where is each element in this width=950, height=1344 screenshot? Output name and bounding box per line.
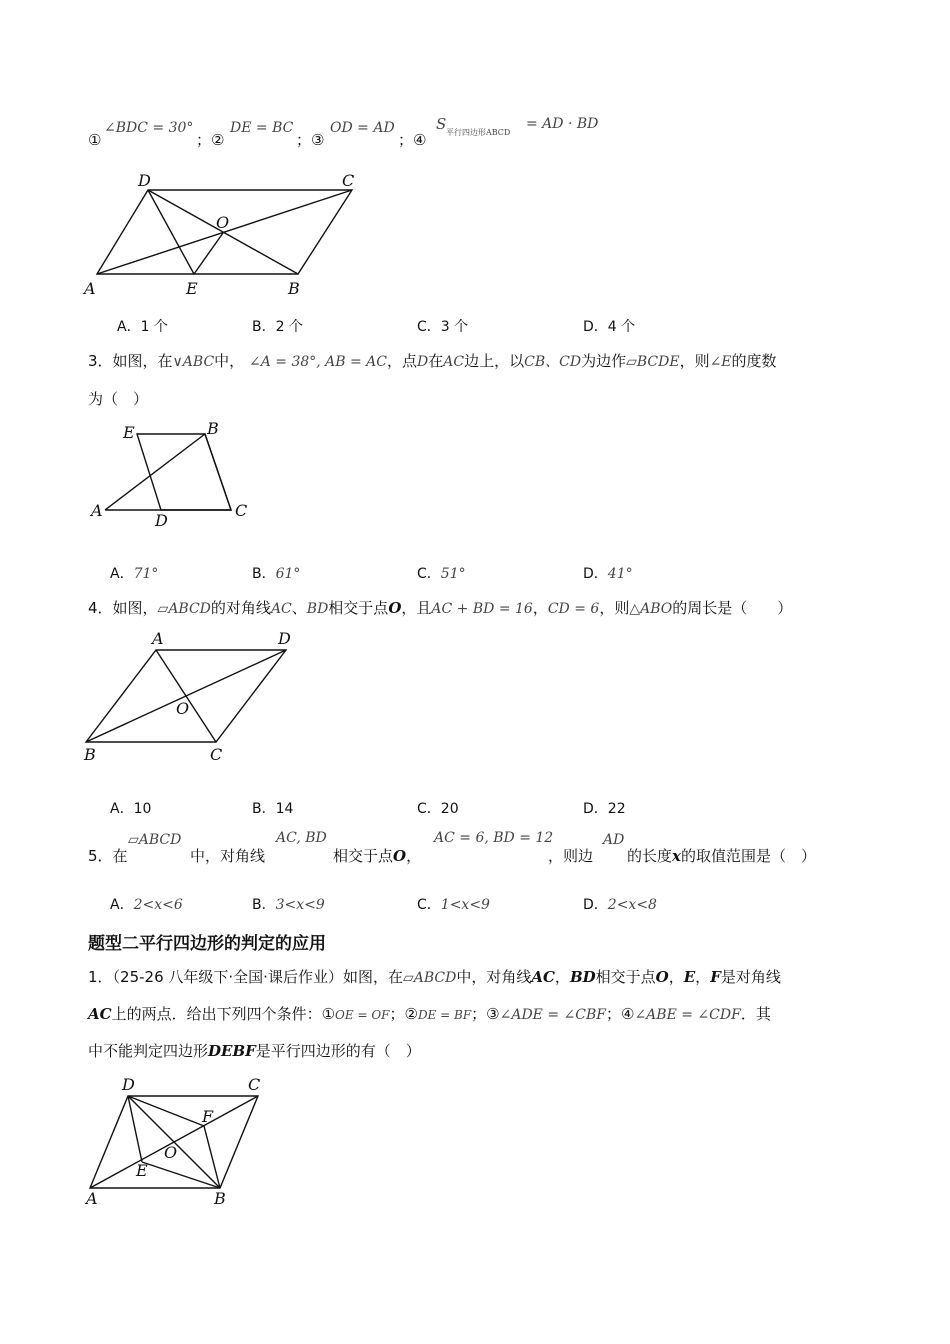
q3-parallelogram-bcde (137, 434, 231, 510)
s2q1-segment-de (128, 1096, 142, 1162)
q4-label-o: O (176, 699, 190, 718)
q2-option-c[interactable]: C．3 个 (417, 319, 469, 335)
q2-option-b[interactable]: B．2 个 (252, 319, 303, 335)
q5-t10: 的长度x的取值范围是（ ） (627, 847, 816, 865)
q4-label-a: A (152, 629, 164, 648)
q3-option-d[interactable]: D．41° (583, 566, 633, 582)
s2q1-segment-bf (204, 1126, 220, 1188)
q5-given: AC = 6, BD = 12 (434, 830, 554, 846)
s2q1-label-a: A (86, 1189, 98, 1208)
q3-label-e: E (123, 423, 135, 442)
q4-option-c[interactable]: C．20 (417, 801, 459, 817)
s2q1-line2: AC上的两点．给出下列四个条件：①OE = OF；②DE = BF；③∠ADE = ∠CBF；④∠ABE = ∠CDF．其 (88, 1005, 771, 1023)
q2-cond3: OD = AD (330, 120, 395, 136)
q3-label-b: B (207, 419, 219, 438)
s2q1-line1: 1．（25-26 八年级下·全国·课后作业）如图，在▱ABCD中，对角线AC，BD相交于点O，E，F是对角线 (88, 968, 781, 986)
q2-label-a: A (84, 279, 96, 298)
q3-option-c[interactable]: C．51° (417, 566, 466, 582)
q2-c1: ① (88, 131, 102, 149)
q4-label-d: D (278, 629, 291, 648)
q2-label-o: O (216, 213, 230, 232)
q2-label-e: E (186, 279, 198, 298)
q5-t4: 相交于点O， (333, 847, 422, 865)
q4-diagonal-bd (86, 650, 286, 742)
q2-conditions (88, 130, 101, 150)
q5-option-d[interactable]: D．2<x<8 (583, 897, 657, 913)
q3-label-c: C (235, 501, 248, 520)
q2-label-c: C (342, 171, 355, 190)
q3-stem-line1: 3．如图，在∨ABC中， ∠A = 38°, AB = AC，点D在AC边上，以CB、CD为边作▱BCDE，则∠E的度数 (88, 352, 777, 370)
q2-label-d: D (138, 171, 151, 190)
s2q1-label-d: D (122, 1075, 135, 1094)
q5-abcd: ▱ABCD (128, 832, 182, 848)
q5-option-b[interactable]: B．3<x<9 (252, 897, 325, 913)
q2-cond1: ∠BDC = 30° (104, 120, 194, 136)
q2-segment-eo (194, 233, 223, 274)
s2q1-label-o: O (164, 1143, 178, 1162)
s2q1-line3: 中不能判定四边形DEBF是平行四边形的有（ ） (88, 1042, 421, 1060)
q3-stem-line2: 为（ ） (88, 390, 149, 408)
q5-option-c[interactable]: C．1<x<9 (417, 897, 490, 913)
q5-t2: 中，对角线 (190, 847, 266, 865)
q5-t8: ，则边 (548, 847, 594, 865)
q2-cond2: DE = BC (230, 120, 294, 136)
q4-label-c: C (210, 745, 223, 764)
q4-option-a[interactable]: A．10 (110, 801, 152, 817)
q2-label-b: B (288, 279, 300, 298)
q5-option-a[interactable]: A．2<x<6 (110, 897, 183, 913)
q2-cond4-sub: 平行四边形ABCD (446, 128, 511, 137)
s2q1-figure (82, 1072, 272, 1212)
s2q1-segment-eb (142, 1162, 220, 1188)
q3-option-a[interactable]: A．71° (110, 566, 159, 582)
q4-option-b[interactable]: B．14 (252, 801, 294, 817)
q4-label-b: B (84, 745, 96, 764)
section-heading: 题型二平行四边形的判定的应用 (88, 934, 326, 954)
s2q1-label-e: E (136, 1161, 148, 1180)
q3-label-a: A (91, 501, 103, 520)
q2-option-a[interactable]: A．1 个 (117, 319, 168, 335)
s2q1-label-b: B (214, 1189, 226, 1208)
q4-option-d[interactable]: D．22 (583, 801, 626, 817)
q5-ac-bd: AC, BD (276, 830, 327, 846)
q5-ad: AD (603, 832, 625, 848)
q5-num: 5．在 (88, 847, 128, 865)
q3-label-d: D (155, 511, 168, 530)
s2q1-segment-fd (128, 1096, 204, 1126)
q2-option-d[interactable]: D．4 个 (583, 319, 636, 335)
q4-stem: 4．如图，▱ABCD的对角线AC、BD相交于点O，且AC + BD = 16，CD = 6，则△ABO的周长是（ ） (88, 599, 793, 617)
s2q1-label-c: C (248, 1075, 261, 1094)
q2-cond4-rest: = AD · BD (526, 116, 599, 132)
q2-cond4-s: S (436, 115, 447, 133)
q3-figure (85, 418, 265, 530)
q2-sep3: ；④ (398, 131, 427, 149)
s2q1-label-f: F (202, 1107, 214, 1126)
q2-diagonal-ac (97, 190, 352, 274)
q3-option-b[interactable]: B．61° (252, 566, 301, 582)
q2-sep1: ；② (196, 131, 225, 149)
q2-sep2: ；③ (296, 131, 325, 149)
q4-figure (82, 628, 302, 768)
q3-triangle-abc (105, 434, 231, 510)
q2-figure (80, 170, 370, 300)
